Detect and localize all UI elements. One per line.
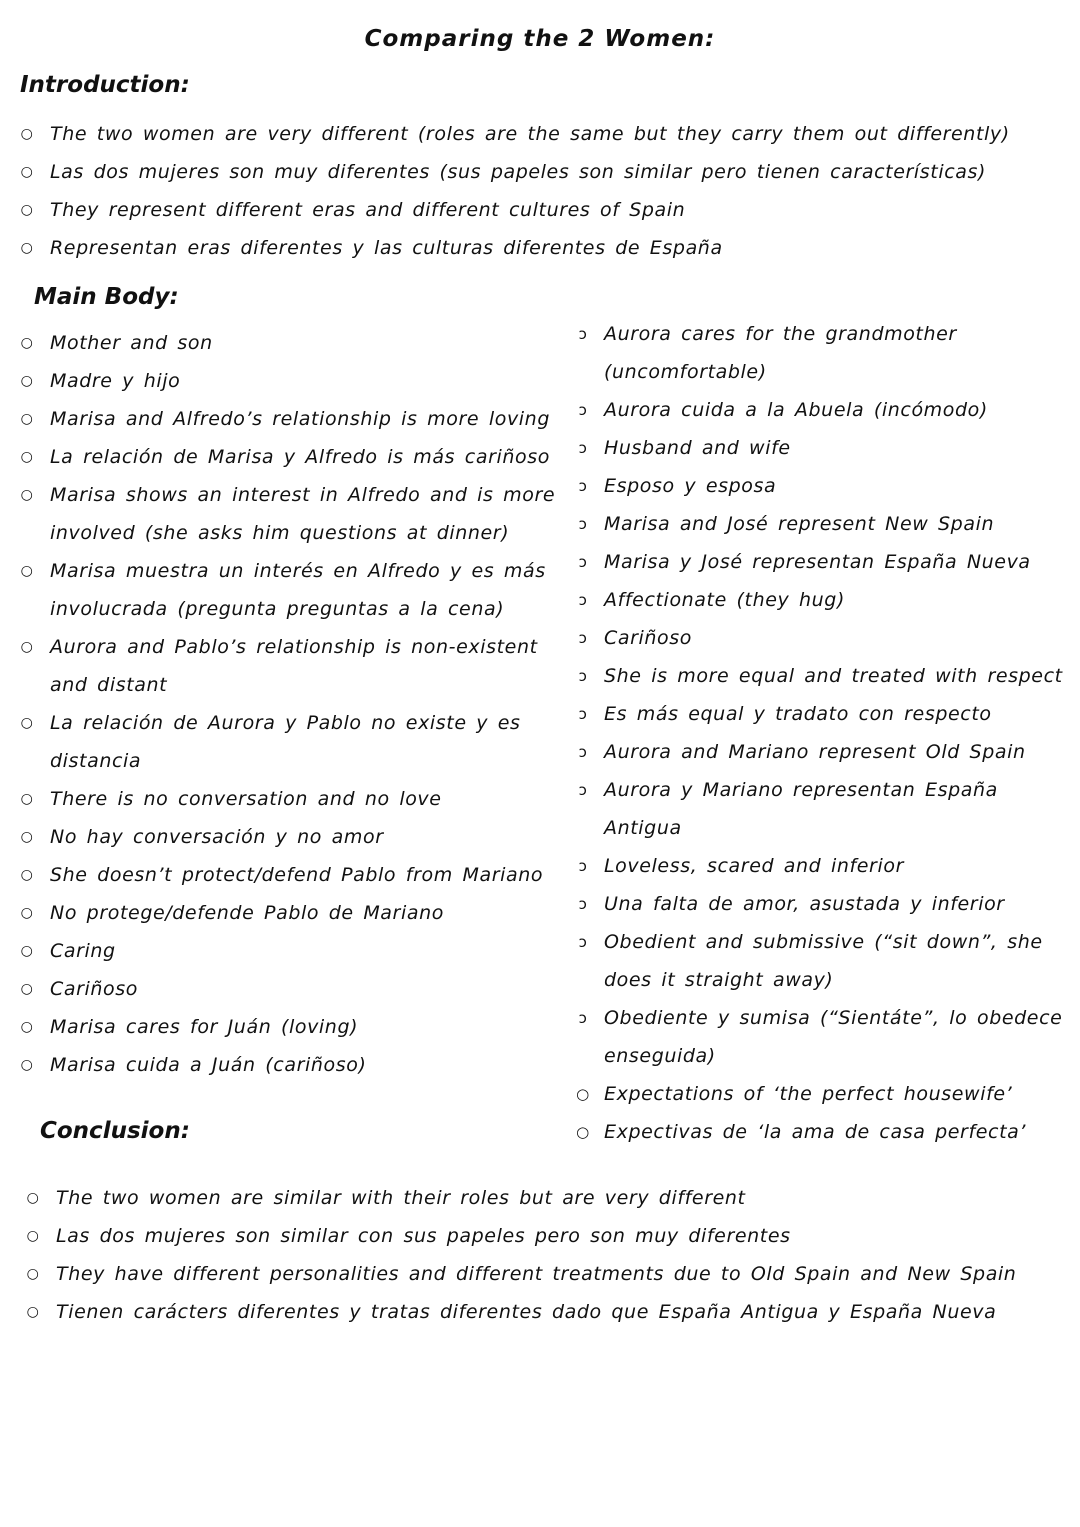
bullet-icon: ○ (20, 126, 34, 142)
list-item: ↄ Obediente y sumisa (“Sientáte”, lo obedece enseguida) (572, 999, 1072, 1075)
list-item: ○ Las dos mujeres son muy diferentes (sus papeles son similar pero tienen características) (16, 153, 1056, 191)
list-item: ↄ Marisa and José represent New Spain (572, 505, 1072, 543)
list-item: ○ La relación de Aurora y Pablo no existe y es distancia (16, 704, 561, 780)
list-item: ○ They have different personalities and different treatments due to Old Spain and New Spain (22, 1255, 1062, 1293)
list-item: ○ Expectivas de ‘la ama de casa perfecta’ (572, 1113, 1072, 1151)
main-body-heading: Main Body: (34, 284, 179, 310)
bullet-icon: ↄ (578, 933, 588, 951)
list-item: ○ Marisa cares for Juán (loving) (16, 1008, 561, 1046)
bullet-icon: ○ (576, 1123, 590, 1141)
bullet-icon: ○ (20, 335, 34, 351)
bullet-icon: ○ (20, 240, 34, 256)
list-item: ○ The two women are similar with their roles but are very different (22, 1179, 1062, 1217)
bullet-icon: ↄ (578, 515, 588, 533)
list-item: ○ No protege/defende Pablo de Mariano (16, 894, 561, 932)
bullet-icon: ○ (20, 373, 34, 389)
list-item: ○ They represent different eras and different cultures of Spain (16, 191, 1056, 229)
bullet-icon: ↄ (578, 857, 588, 875)
list-item: ○ Marisa and Alfredo’s relationship is more loving (16, 400, 561, 438)
list-item: ↄ Aurora and Mariano represent Old Spain (572, 733, 1072, 771)
introduction-list (16, 115, 1056, 267)
list-item: ↄ Aurora cares for the grandmother (uncomfortable) (572, 315, 1072, 391)
bullet-icon: ○ (20, 905, 34, 921)
bullet-icon: ↄ (578, 743, 588, 761)
conclusion-heading: Conclusion: (40, 1118, 190, 1144)
bullet-icon: ○ (20, 867, 34, 883)
page-title: Comparing the 2 Women: (364, 26, 716, 52)
bullet-icon: ○ (20, 202, 34, 218)
bullet-icon: ○ (20, 715, 34, 731)
bullet-icon: ↄ (578, 439, 588, 457)
list-item: ○ Cariñoso (16, 970, 561, 1008)
list-item: ↄ Esposo y esposa (572, 467, 1072, 505)
list-item: ○ Mother and son (16, 324, 561, 362)
list-item: ↄ Loveless, scared and inferior (572, 847, 1072, 885)
bullet-icon: ○ (20, 981, 34, 997)
list-item: ○ Representan eras diferentes y las culturas diferentes de España (16, 229, 1056, 267)
bullet-icon: ↄ (578, 895, 588, 913)
bullet-icon: ○ (20, 1057, 34, 1073)
list-item: ○ La relación de Marisa y Alfredo is más cariñoso (16, 438, 561, 476)
list-item: ↄ She is more equal and treated with respect (572, 657, 1072, 695)
introduction-heading: Introduction: (20, 72, 190, 98)
list-item: ↄ Marisa y José representan España Nueva (572, 543, 1072, 581)
list-item: ○ Marisa cuida a Juán (cariñoso) (16, 1046, 561, 1084)
bullet-icon: ↄ (578, 1009, 588, 1027)
list-item: ○ Madre y hijo (16, 362, 561, 400)
conclusion-list (22, 1179, 1062, 1331)
list-item: ○ Caring (16, 932, 561, 970)
bullet-icon: ○ (20, 639, 34, 655)
bullet-icon: ○ (20, 1019, 34, 1035)
list-item: ↄ Cariñoso (572, 619, 1072, 657)
list-item: ○ Marisa muestra un interés en Alfredo y es más involucrada (pregunta preguntas a la cena) (16, 552, 561, 628)
bullet-icon: ○ (26, 1190, 40, 1206)
bullet-icon: ○ (26, 1304, 40, 1320)
bullet-icon: ○ (20, 449, 34, 465)
bullet-icon: ○ (20, 829, 34, 845)
list-item: ○ The two women are very different (roles are the same but they carry them out differently) (16, 115, 1056, 153)
bullet-icon: ↄ (578, 629, 588, 647)
main-body-left-list (16, 324, 561, 1084)
list-item: ○ Expectations of ‘the perfect housewife’ (572, 1075, 1072, 1113)
bullet-icon: ↄ (578, 667, 588, 685)
list-item: ○ She doesn’t protect/defend Pablo from Mariano (16, 856, 561, 894)
bullet-icon: ↄ (578, 477, 588, 495)
bullet-icon: ○ (20, 164, 34, 180)
list-item: ↄ Una falta de amor, asustada y inferior (572, 885, 1072, 923)
list-item: ○ Marisa shows an interest in Alfredo and is more involved (she asks him questions at dinner) (16, 476, 561, 552)
bullet-icon: ○ (576, 1085, 590, 1103)
bullet-icon: ○ (20, 943, 34, 959)
list-item: ○ No hay conversación y no amor (16, 818, 561, 856)
bullet-icon: ○ (20, 563, 34, 579)
main-body-right-list (572, 315, 1072, 1151)
list-item: ↄ Affectionate (they hug) (572, 581, 1072, 619)
list-item: ↄ Aurora cuida a la Abuela (incómodo) (572, 391, 1072, 429)
bullet-icon: ○ (20, 411, 34, 427)
list-item: ○ Las dos mujeres son similar con sus papeles pero son muy diferentes (22, 1217, 1062, 1255)
list-item: ○ Tienen carácters diferentes y tratas diferentes dado que España Antigua y España Nueva (22, 1293, 1062, 1331)
bullet-icon: ↄ (578, 325, 588, 343)
bullet-icon: ○ (20, 487, 34, 503)
list-item: ↄ Husband and wife (572, 429, 1072, 467)
bullet-icon: ↄ (578, 781, 588, 799)
bullet-icon: ↄ (578, 705, 588, 723)
list-item: ○ Aurora and Pablo’s relationship is non-existent and distant (16, 628, 561, 704)
bullet-icon: ○ (26, 1266, 40, 1282)
bullet-icon: ↄ (578, 401, 588, 419)
bullet-icon: ↄ (578, 553, 588, 571)
bullet-icon: ○ (20, 791, 34, 807)
list-item: ↄ Aurora y Mariano representan España Antigua (572, 771, 1072, 847)
list-item: ↄ Es más equal y tradato con respecto (572, 695, 1072, 733)
list-item: ○ There is no conversation and no love (16, 780, 561, 818)
bullet-icon: ↄ (578, 591, 588, 609)
bullet-icon: ○ (26, 1228, 40, 1244)
list-item: ↄ Obedient and submissive (“sit down”, she does it straight away) (572, 923, 1072, 999)
